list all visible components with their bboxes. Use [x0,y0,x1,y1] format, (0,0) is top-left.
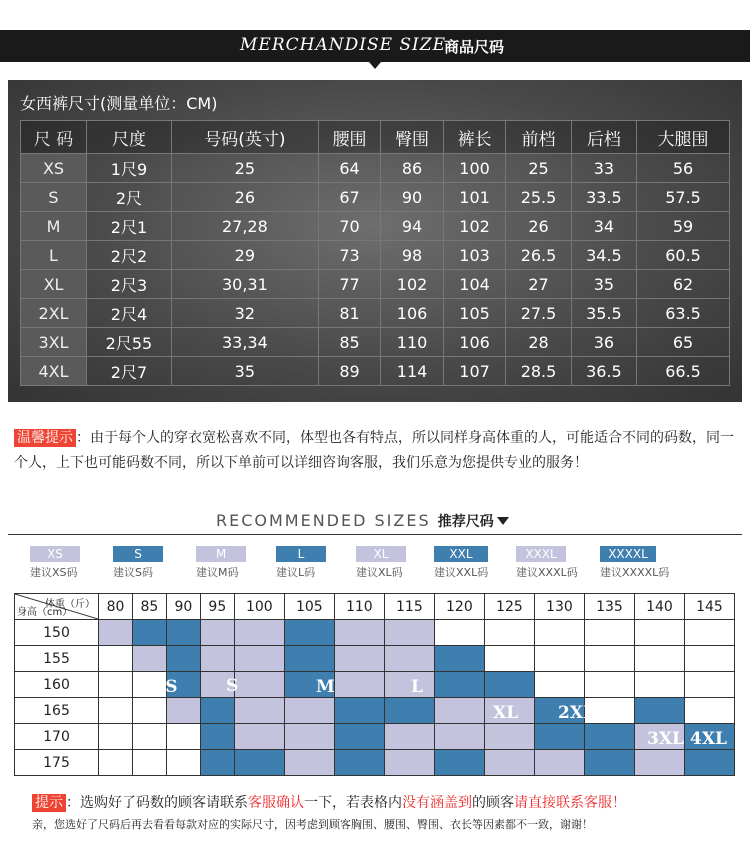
size-table-header-cell: 号码(英寸) [171,121,318,154]
size-table-cell: 66.5 [637,357,730,386]
size-table-header-cell: 大腿围 [637,121,730,154]
header-notch [369,62,381,69]
legend-swatch: L [276,546,326,562]
legend-swatch: XL [356,546,406,562]
height-header-cell: 175 [15,750,99,776]
size-table-cell: 26 [171,183,318,212]
size-table-cell: 59 [637,212,730,241]
grid-row [15,672,735,698]
size-table-cell: 2尺3 [87,270,172,299]
note-p3: 的顾客 [472,795,514,811]
grid-cell [132,698,166,724]
size-table-cell: 107 [443,357,506,386]
note-tag: 提示 [32,794,66,812]
size-table-cell: 56 [637,154,730,183]
grid-cell [584,672,634,698]
legend-label: 建议S码 [113,566,153,579]
note-r3: 请直接联系客服！ [514,795,626,811]
grid-cell [99,698,133,724]
size-table-cell: 2尺1 [87,212,172,241]
grid-cell [484,672,534,698]
legend-label: 建议XL码 [356,566,403,579]
size-table-cell: 30,31 [171,270,318,299]
size-table-cell: 101 [443,183,506,212]
grid-cell [484,750,534,776]
size-table-cell: 33 [571,154,636,183]
grid-cell [132,750,166,776]
legend-item [356,546,406,582]
grid-row [15,698,735,724]
grid-cell [584,724,634,750]
size-table-header-row [21,121,730,154]
grid-cell [534,750,584,776]
size-table-cell: 4XL [21,357,87,386]
grid-cell [434,750,484,776]
weight-header-cell: 145 [684,594,734,620]
size-table-cell: 27,28 [171,212,318,241]
legend-swatch: XXL [434,546,488,562]
grid-cell [334,646,384,672]
weight-header-cell: 135 [584,594,634,620]
grid-size-overlay: XL [493,703,519,723]
legend-item [276,546,326,582]
size-table-cell: 2尺55 [87,328,172,357]
weight-header-cell: 130 [534,594,584,620]
size-table-cell: 81 [318,299,381,328]
weight-header-cell: 120 [434,594,484,620]
size-table-cell: 106 [381,299,444,328]
legend-item [113,546,163,582]
legend-label: 建议M码 [196,566,239,579]
size-table-cell: 2尺4 [87,299,172,328]
grid-row [15,646,735,672]
corner-height-label: 身高（cm） [17,607,73,618]
size-table-header-cell: 裤长 [443,121,506,154]
legend-swatch: XXXL [516,546,566,562]
size-table [20,120,730,386]
size-table-cell: 98 [381,241,444,270]
grid-cell [234,672,284,698]
size-table-cell: 94 [381,212,444,241]
weight-header-cell: 125 [484,594,534,620]
grid-corner [15,594,99,620]
grid-cell [334,620,384,646]
grid-cell [684,750,734,776]
grid-cell [434,698,484,724]
recommend-grid [14,593,735,776]
grid-cell [284,698,334,724]
grid-cell [684,672,734,698]
size-table-cell: 2尺7 [87,357,172,386]
header-bar [0,30,750,62]
grid-cell [634,620,684,646]
grid-cell [166,698,200,724]
legend-label: 建议XXL码 [434,566,489,579]
grid-size-overlay: L [411,677,423,697]
size-table-row [21,154,730,183]
size-table-row [21,270,730,299]
grid-cell [534,620,584,646]
size-table-cell: 65 [637,328,730,357]
tip-tag: 温馨提示 [14,429,76,447]
size-table-cell: 110 [381,328,444,357]
size-table-cell: 28.5 [506,357,571,386]
note-line-2: 亲，您选好了尺码后再去看看每款对应的实际尺寸，因考虑到顾客胸围、腰围、臀围、衣长等因素都不一致，谢谢！ [32,818,593,831]
size-table-cell: 63.5 [637,299,730,328]
size-table-cell: 3XL [21,328,87,357]
size-table-cell: 34 [571,212,636,241]
size-table-cell: 89 [318,357,381,386]
size-table-cell: 29 [171,241,318,270]
grid-size-overlay: 2XL [558,703,595,723]
size-table-cell: 104 [443,270,506,299]
weight-header-cell: 90 [166,594,200,620]
grid-cell [434,724,484,750]
height-header-cell: 170 [15,724,99,750]
size-table-cell: XL [21,270,87,299]
legend-item [30,546,80,582]
grid-size-overlay: M [316,677,335,697]
grid-cell [534,724,584,750]
grid-cell [684,646,734,672]
grid-cell [584,750,634,776]
grid-cell [284,724,334,750]
grid-cell [99,672,133,698]
size-table-cell: 102 [443,212,506,241]
grid-cell [334,750,384,776]
size-table-cell: 73 [318,241,381,270]
weight-header-cell: 80 [99,594,133,620]
recommended-title [216,511,509,531]
size-table-cell: 2尺 [87,183,172,212]
grid-size-overlay: 4XL [690,729,727,749]
size-table-cell: L [21,241,87,270]
size-table-header-cell: 尺度 [87,121,172,154]
size-table-cell: 102 [381,270,444,299]
grid-cell [484,646,534,672]
grid-cell [384,620,434,646]
grid-cell [284,620,334,646]
legend-label: 建议XXXL码 [516,566,578,579]
grid-cell [334,672,384,698]
size-table-cell: 103 [443,241,506,270]
size-table-header-cell: 臀围 [381,121,444,154]
size-table-cell: 60.5 [637,241,730,270]
size-table-cell: 85 [318,328,381,357]
size-table-cell: 33,34 [171,328,318,357]
height-header-cell: 160 [15,672,99,698]
weight-header-cell: 140 [634,594,684,620]
grid-cell [166,750,200,776]
weight-header-cell: 105 [284,594,334,620]
size-table-cell: 33.5 [571,183,636,212]
size-table-cell: 67 [318,183,381,212]
grid-cell [166,724,200,750]
size-table-row [21,183,730,212]
grid-cell [234,646,284,672]
grid-cell [534,646,584,672]
legend-item [516,546,578,582]
corner-weight-label: 体重（斤） [45,599,95,610]
note-p1: ：选购好了码数的顾客请联系 [66,795,248,811]
size-table-cell: 32 [171,299,318,328]
grid-cell [99,620,133,646]
grid-cell [200,698,234,724]
grid-cell [384,750,434,776]
grid-size-overlay: S [226,676,239,696]
size-table-header-cell: 前档 [506,121,571,154]
legend-swatch: M [196,546,246,562]
weight-header-cell: 85 [132,594,166,620]
grid-cell [434,672,484,698]
grid-cell [484,620,534,646]
grid-cell [434,620,484,646]
size-table-cell: 27 [506,270,571,299]
grid-cell [584,646,634,672]
weight-header-cell: 100 [234,594,284,620]
grid-cell [284,646,334,672]
size-table-header-cell: 后档 [571,121,636,154]
grid-cell [234,724,284,750]
legend-item [600,546,669,582]
grid-cell [200,724,234,750]
height-header-cell: 155 [15,646,99,672]
size-table-cell: 70 [318,212,381,241]
grid-cell [634,646,684,672]
size-table-row [21,212,730,241]
grid-cell [234,698,284,724]
grid-cell [534,672,584,698]
size-table-title: 女西裤尺寸(测量单位：CM) [20,94,218,113]
size-table-cell: 1尺9 [87,154,172,183]
recommended-title-en: RECOMMENDED SIZES [216,511,431,530]
size-table-cell: XS [21,154,87,183]
legend-swatch: XXXXL [600,546,656,562]
triangle-down-icon [497,517,509,525]
grid-cell [334,724,384,750]
grid-cell [334,698,384,724]
grid-cell [634,750,684,776]
grid-size-overlay: XS [152,677,178,697]
size-table-cell: 106 [443,328,506,357]
size-table-cell: 36.5 [571,357,636,386]
grid-cell [484,724,534,750]
size-table-cell: 77 [318,270,381,299]
legend-swatch: XS [30,546,80,562]
grid-cell [166,620,200,646]
grid-cell [684,698,734,724]
grid-row [15,750,735,776]
size-table-cell: S [21,183,87,212]
size-table-cell: M [21,212,87,241]
height-header-cell: 150 [15,620,99,646]
grid-row [15,620,735,646]
size-table-cell: 62 [637,270,730,299]
grid-cell [132,620,166,646]
legend-label: 建议L码 [276,566,316,579]
size-table-cell: 114 [381,357,444,386]
grid-cell [99,724,133,750]
size-table-cell: 34.5 [571,241,636,270]
size-table-cell: 64 [318,154,381,183]
note-line-1 [32,792,626,812]
size-table-row [21,357,730,386]
height-header-cell: 165 [15,698,99,724]
recommended-title-cn: 推荐尺码 [437,514,494,530]
grid-cell [200,750,234,776]
size-table-row [21,328,730,357]
tip-text: ：由于每个人的穿衣宽松喜欢不同，体型也各有特点，所以同样身高体重的人，可能适合不同的码数，同一个人，上下也可能码数不同，所以下单前可以详细咨询客服，我们乐意为您提供专业的服务！ [14,430,734,471]
grid-cell [384,724,434,750]
weight-header-cell: 115 [384,594,434,620]
size-table-cell: 100 [443,154,506,183]
grid-size-overlay: 3XL [647,729,684,749]
size-table-cell: 2XL [21,299,87,328]
size-table-cell: 57.5 [637,183,730,212]
size-table-cell: 86 [381,154,444,183]
grid-cell [99,750,133,776]
size-table-cell: 35 [571,270,636,299]
grid-cell [634,672,684,698]
grid-cell [132,724,166,750]
size-table-cell: 28 [506,328,571,357]
size-table-cell: 2尺2 [87,241,172,270]
grid-cell [684,620,734,646]
grid-cell [384,698,434,724]
grid-cell [284,750,334,776]
weight-header-cell: 110 [334,594,384,620]
legend-item [434,546,488,582]
size-table-cell: 35.5 [571,299,636,328]
grid-cell [166,646,200,672]
grid-cell [584,620,634,646]
size-table-header-cell: 尺 码 [21,121,87,154]
size-table-cell: 26.5 [506,241,571,270]
grid-cell [384,646,434,672]
legend-swatch: S [113,546,163,562]
grid-cell [634,698,684,724]
legend-label: 建议XS码 [30,566,78,579]
note-p2: 一下，若表格内 [304,795,402,811]
tip-paragraph [14,426,736,476]
note-r1: 客服确认 [248,795,304,811]
grid-cell [200,646,234,672]
size-table-row [21,241,730,270]
header-title-cn: 商品尺码 [444,38,505,56]
size-table-row [21,299,730,328]
grid-cell [434,646,484,672]
grid-cell [99,646,133,672]
legend-item [196,546,246,582]
size-table-cell: 35 [171,357,318,386]
size-table-cell: 27.5 [506,299,571,328]
size-table-cell: 25.5 [506,183,571,212]
grid-cell [384,672,434,698]
grid-cell [132,646,166,672]
grid-cell [234,750,284,776]
header-title-en: MERCHANDISE SIZE [240,35,446,55]
size-table-cell: 36 [571,328,636,357]
legend-label: 建议XXXXL码 [600,566,670,579]
grid-cell [234,620,284,646]
size-table-cell: 90 [381,183,444,212]
grid-cell [200,620,234,646]
size-table-cell: 105 [443,299,506,328]
size-table-cell: 25 [171,154,318,183]
divider [8,534,742,535]
size-table-panel [8,80,742,402]
note-r2: 没有涵盖到 [402,795,472,811]
size-table-cell: 25 [506,154,571,183]
size-table-header-cell: 腰围 [318,121,381,154]
size-table-cell: 26 [506,212,571,241]
grid-header-row [15,594,735,620]
weight-header-cell: 95 [200,594,234,620]
grid-row [15,724,735,750]
